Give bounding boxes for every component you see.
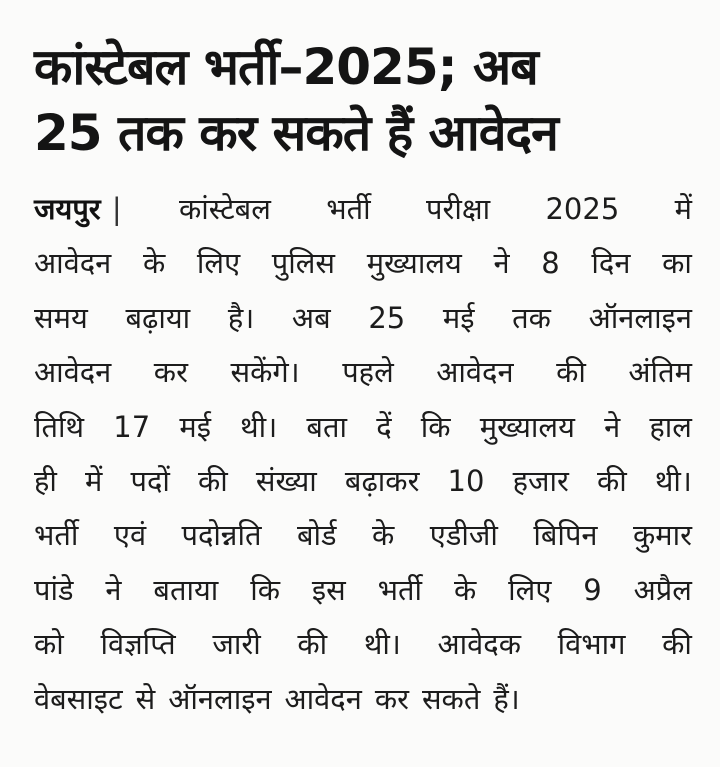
body-line	[34, 563, 692, 617]
dateline: जयपुर	[34, 192, 101, 226]
body-line	[34, 236, 692, 290]
body-word: परीक्षा	[426, 192, 491, 226]
body-word: की	[556, 355, 586, 390]
body-word: अप्रैल	[633, 572, 692, 607]
body-word: ऑनलाइन	[168, 681, 272, 716]
body-word: कर	[153, 355, 188, 390]
body-word: 25	[368, 300, 406, 335]
body-word: हाल	[649, 409, 692, 444]
body-word: बढ़ाया	[125, 300, 191, 335]
body-word: की	[596, 463, 627, 498]
body-word: ही	[34, 463, 57, 498]
body-word: पुलिस	[271, 246, 336, 281]
body-word: आवेदन	[34, 246, 112, 281]
body-word: कुमार	[632, 518, 692, 553]
body-word: थी।	[363, 627, 401, 662]
body-word: ने	[604, 409, 621, 444]
body-word: पहले	[342, 355, 394, 390]
body-word: थी।	[240, 409, 278, 444]
body-line	[34, 617, 692, 671]
body-word: भर्ती	[377, 572, 423, 607]
body-word: बिपिन	[533, 518, 598, 553]
dateline-group	[34, 182, 124, 236]
body-word: जारी	[212, 627, 261, 662]
body-word: लिए	[508, 572, 552, 607]
body-line	[34, 508, 692, 562]
body-word: हजार	[512, 463, 569, 498]
body-word: कांस्टेबल	[179, 192, 271, 226]
body-line	[34, 672, 692, 726]
body-line	[34, 291, 692, 345]
body-word: इस	[311, 572, 346, 607]
body-word: पदों	[130, 463, 170, 498]
body-word: सकेंगे।	[230, 355, 300, 390]
body-word: कि	[420, 409, 451, 444]
body-word: आवेदक	[437, 627, 521, 662]
body-word: पदोन्नति	[181, 518, 262, 553]
headline	[34, 0, 692, 166]
body-word: के	[142, 246, 166, 281]
body-line	[34, 400, 692, 454]
body-word: से	[135, 681, 156, 716]
body-word: दें	[376, 409, 392, 444]
body-word: तक	[512, 300, 551, 335]
body-word: मई	[442, 300, 475, 335]
body-word: को	[34, 627, 64, 662]
body-word: ने	[105, 572, 122, 607]
body-word: के	[453, 572, 477, 607]
body-word: थी।	[654, 463, 692, 498]
body-word: भर्ती	[34, 518, 79, 553]
body-line	[34, 182, 692, 236]
body-word: 9	[583, 572, 602, 607]
body-word: बढ़ाकर	[344, 463, 420, 498]
body-word: है।	[227, 300, 255, 335]
body-word: 10	[447, 463, 485, 498]
body-word: एवं	[113, 518, 147, 553]
body-word: अब	[291, 300, 331, 335]
body-word: मुख्यालय	[479, 409, 575, 444]
body-word: की	[297, 627, 328, 662]
body-word: आवेदन	[436, 355, 514, 390]
dateline-separator: |	[111, 192, 122, 226]
body-word: एडीजी	[429, 518, 498, 553]
headline-line: कांस्टेबल भर्ती–2025; अब	[34, 38, 538, 96]
body-word: में	[674, 192, 692, 226]
body-word: समय	[34, 300, 88, 335]
body-word: की	[197, 463, 228, 498]
body-word: के	[372, 518, 395, 553]
body-word: आवेदन	[34, 355, 112, 390]
body-word: 2025	[545, 192, 620, 226]
body-word: कि	[250, 572, 281, 607]
body-word: भर्ती	[326, 192, 371, 226]
headline-line: 25 तक कर सकते हैं आवेदन	[34, 104, 558, 162]
body-word: का	[662, 246, 692, 281]
body-word: मई	[179, 409, 211, 444]
article-body	[34, 182, 692, 726]
body-word: में	[85, 463, 103, 498]
body-word: बोर्ड	[296, 518, 337, 553]
body-word: संख्या	[255, 463, 317, 498]
body-word: 17	[113, 409, 151, 444]
body-word: बता	[306, 409, 347, 444]
body-word: मुख्यालय	[366, 246, 462, 281]
body-word: अंतिम	[628, 355, 692, 390]
body-word: तिथि	[34, 409, 85, 444]
body-word: ऑनलाइन	[588, 300, 692, 335]
body-word: 8	[541, 246, 560, 281]
body-word: वेबसाइट	[34, 681, 123, 716]
body-word: विभाग	[557, 627, 626, 662]
body-line	[34, 454, 692, 508]
body-word: हैं।	[493, 681, 520, 716]
body-word: आवेदन	[284, 681, 362, 716]
body-word: पांडे	[34, 572, 74, 607]
body-line	[34, 345, 692, 399]
body-word: सकते	[421, 681, 481, 716]
body-word: कर	[374, 681, 409, 716]
body-word: ने	[493, 246, 510, 281]
body-word: विज्ञप्ति	[100, 627, 176, 662]
body-word: लिए	[196, 246, 241, 281]
body-word: दिन	[591, 246, 631, 281]
body-word: बताया	[153, 572, 219, 607]
body-word: की	[662, 627, 692, 662]
